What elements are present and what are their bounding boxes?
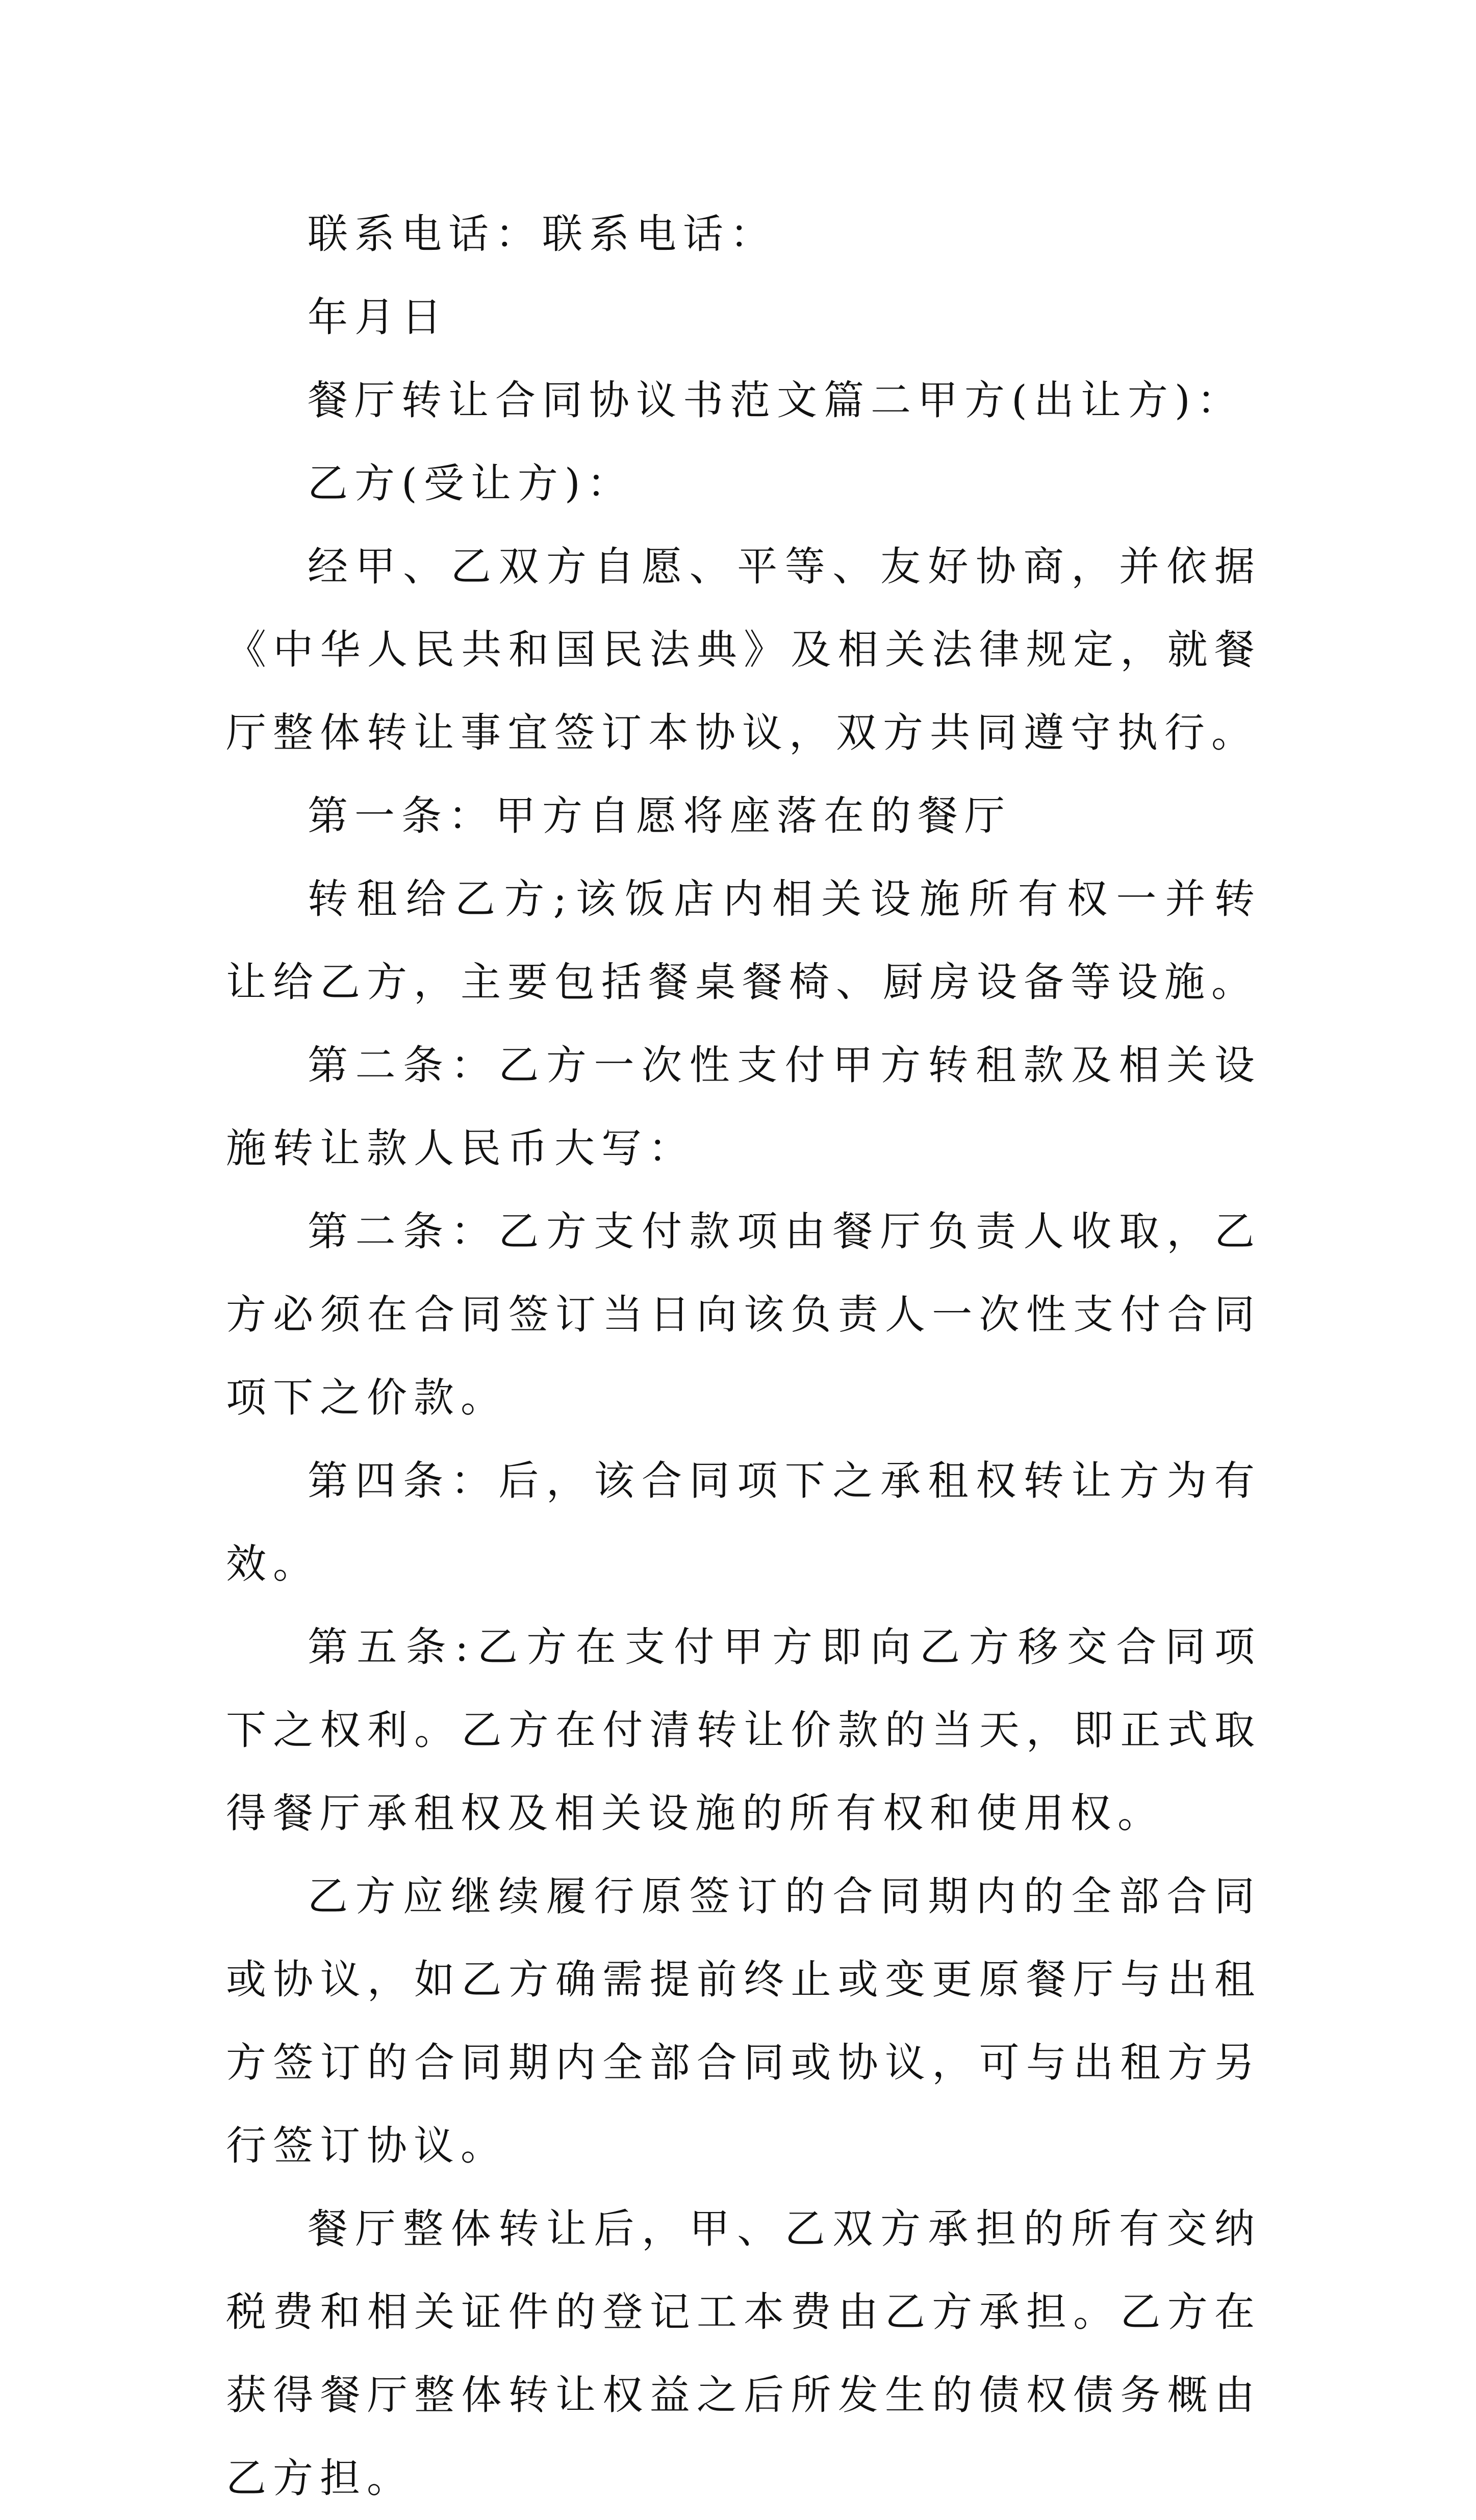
paragraph-preamble: 经甲、乙双方自愿、平等、友好协商，并依据《中华人民共和国民法典》及相关法律规定，就餐厅整体转让事宜签订本协议，双方共同遵守执行。 xyxy=(226,543,1261,756)
paragraph-article-1: 第一条：甲方自愿将座落在的餐厅 xyxy=(308,792,1011,839)
paragraph-party-b: 乙方(受让方)： xyxy=(308,460,634,507)
paragraph-article-5: 第五条:乙方在支付甲方即向乙方移交合同项下之权利。乙方在付清转让价款的当天，即正式取得餐厅承租权及相关设施的所有权和使用权。 xyxy=(226,1624,1261,1837)
document-body xyxy=(226,193,1261,2520)
paragraph-contract-continuation: 乙方应继续履行原签订的合同期内的全部合同或协议，如乙方确需提前终止或变更原餐厅与出租方签订的合同期内全部合同或协议，可与出租方另行签订协议。 xyxy=(226,1873,1261,2169)
paragraph-party-a: 餐厅转让合同协议书范文篇二甲方(出让方)： xyxy=(308,377,1244,424)
paragraph-article-2: 第二条：乙方一次性支付甲方转租款及相关设施转让款人民币大写： xyxy=(226,1042,1261,1172)
paragraph-article-1-cont: 转租给乙方;该饭店内相关设施所有权一并转让给乙方，主要包括餐桌餐椅、厨房设备等设施。 xyxy=(226,876,1261,1006)
paragraph-article-3: 第二条：乙方支付款项由餐厅负责人收取，乙方必须在合同签订当日向该负责人一次性支付合同项下之价款。 xyxy=(226,1208,1261,1421)
paragraph-date: 年月日 xyxy=(308,294,448,341)
paragraph-contact-phone: 联系电话：联系电话： xyxy=(308,211,777,258)
paragraph-article-4: 第四条：后，该合同项下之承租权转让方为有效。 xyxy=(226,1457,1261,1587)
paragraph-taxes-debts: 餐厅整体转让后，甲、乙双方承担的所有交纳税费和相关证件的登记工本费由乙方承担。乙方在获得餐厅整体转让权益之后所发生的债权债务概由乙方担。 xyxy=(226,2205,1261,2502)
